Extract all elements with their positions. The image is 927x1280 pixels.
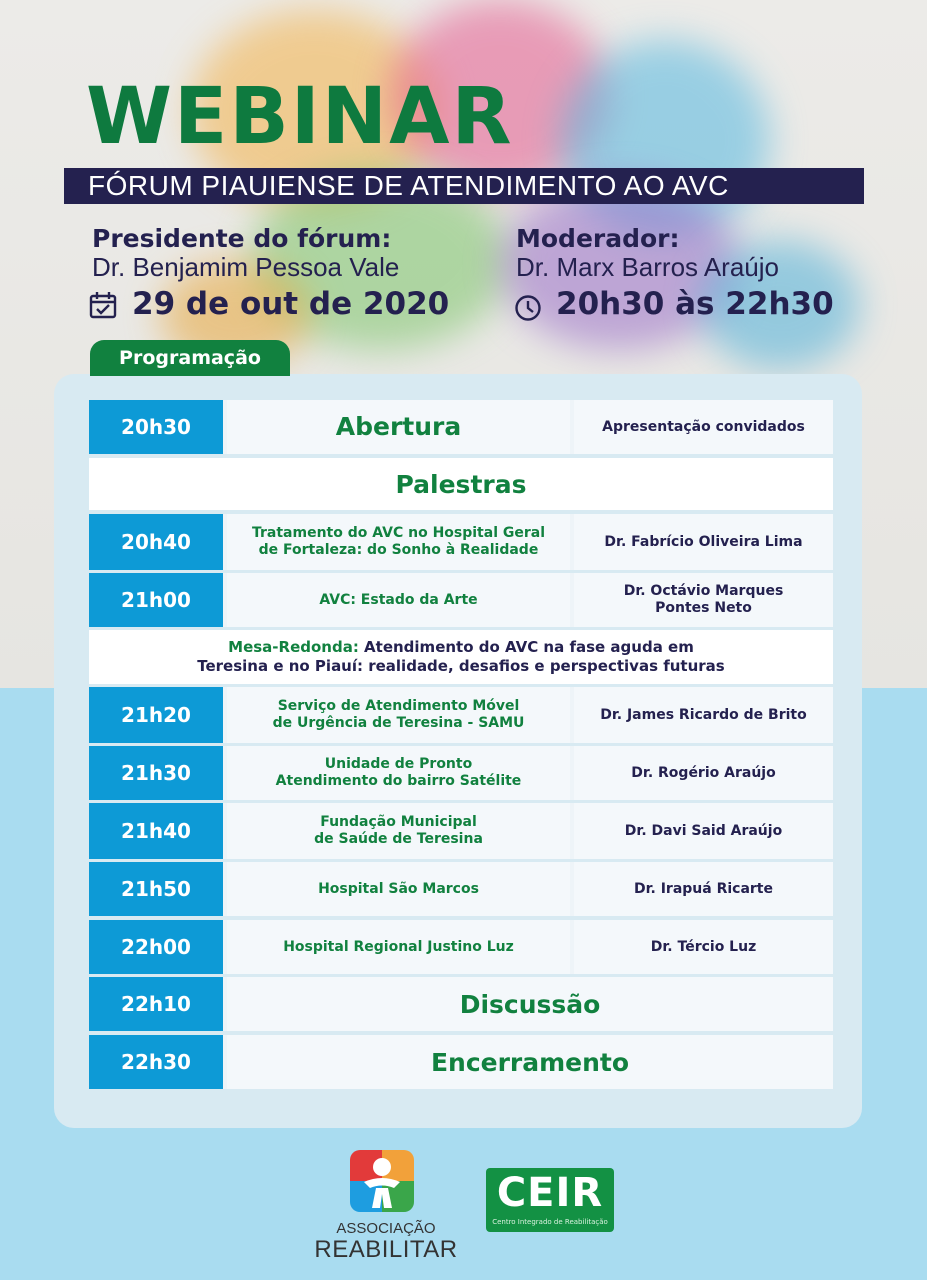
time-cell: 22h00 [89, 920, 223, 974]
table-row [89, 920, 833, 974]
roundtable-header [89, 630, 833, 684]
speaker-cell: Apresentação convidados [574, 400, 833, 454]
reabilitar-logo-line1: ASSOCIAÇÃO [336, 1220, 436, 1237]
table-row [89, 746, 833, 800]
table-row [89, 977, 833, 1031]
table-row [89, 514, 833, 570]
time-cell: 21h30 [89, 746, 223, 800]
speaker-cell: Dr. Fabrício Oliveira Lima [574, 514, 833, 570]
speaker-cell: Dr. Irapuá Ricarte [574, 862, 833, 916]
activity-cell: Discussão [227, 977, 833, 1031]
roundtable-text: Atendimento do AVC na fase aguda em [358, 638, 694, 657]
time-cell: 20h40 [89, 514, 223, 570]
ceir-logo-subtext: Centro Integrado de Reabilitação [492, 1218, 608, 1226]
time-cell: 22h10 [89, 977, 223, 1031]
roundtable-label: Mesa-Redonda: [228, 638, 359, 657]
table-row [89, 687, 833, 743]
event-date: 29 de out de 2020 [132, 286, 450, 322]
time-cell: 21h00 [89, 573, 223, 627]
table-row [89, 573, 833, 627]
ceir-logo [486, 1168, 614, 1232]
table-row [89, 1035, 833, 1089]
activity-cell: Encerramento [227, 1035, 833, 1089]
president-name: Dr. Benjamim Pessoa Vale [92, 252, 400, 282]
activity-cell: AVC: Estado da Arte [227, 573, 570, 627]
speaker-cell: Dr. Davi Said Araújo [574, 803, 833, 859]
reabilitar-logo-mark [350, 1150, 414, 1212]
clock-icon [514, 294, 542, 322]
moderator-label: Moderador: [516, 224, 680, 253]
activity-cell: Hospital Regional Justino Luz [227, 920, 570, 974]
ceir-logo-text: CEIR [496, 1170, 604, 1216]
moderator-name: Dr. Marx Barros Araújo [516, 252, 779, 282]
activity-cell: Abertura [227, 400, 570, 454]
section-header: Palestras [89, 458, 833, 510]
speaker-cell: Dr. Octávio Marques Pontes Neto [574, 573, 833, 627]
calendar-icon [88, 290, 118, 320]
time-cell: 21h20 [89, 687, 223, 743]
activity-cell: Hospital São Marcos [227, 862, 570, 916]
activity-cell: Serviço de Atendimento Móvel de Urgência de Teresina - SAMU [227, 687, 570, 743]
speaker-cell: Dr. Tércio Luz [574, 920, 833, 974]
activity-cell: Tratamento do AVC no Hospital Geral de Fortaleza: do Sonho à Realidade [227, 514, 570, 570]
reabilitar-logo-line2: REABILITAR [314, 1236, 458, 1263]
time-cell: 21h40 [89, 803, 223, 859]
time-cell: 21h50 [89, 862, 223, 916]
speaker-cell: Dr. James Ricardo de Brito [574, 687, 833, 743]
program-tab: Programação [90, 340, 290, 376]
forum-banner: FÓRUM PIAUIENSE DE ATENDIMENTO AO AVC [64, 168, 864, 204]
activity-cell: Fundação Municipal de Saúde de Teresina [227, 803, 570, 859]
table-row [89, 803, 833, 859]
table-row [89, 400, 833, 454]
reabilitar-logo [306, 1150, 466, 1270]
table-row [89, 862, 833, 916]
event-time: 20h30 às 22h30 [556, 286, 834, 322]
activity-cell: Unidade de Pronto Atendimento do bairro Satélite [227, 746, 570, 800]
president-label: Presidente do fórum: [92, 224, 392, 253]
roundtable-line2: Teresina e no Piauí: realidade, desafios e perspectivas futuras [197, 657, 725, 675]
page-title: WEBINAR [86, 72, 514, 162]
time-cell: 22h30 [89, 1035, 223, 1089]
speaker-cell: Dr. Rogério Araújo [574, 746, 833, 800]
time-cell: 20h30 [89, 400, 223, 454]
